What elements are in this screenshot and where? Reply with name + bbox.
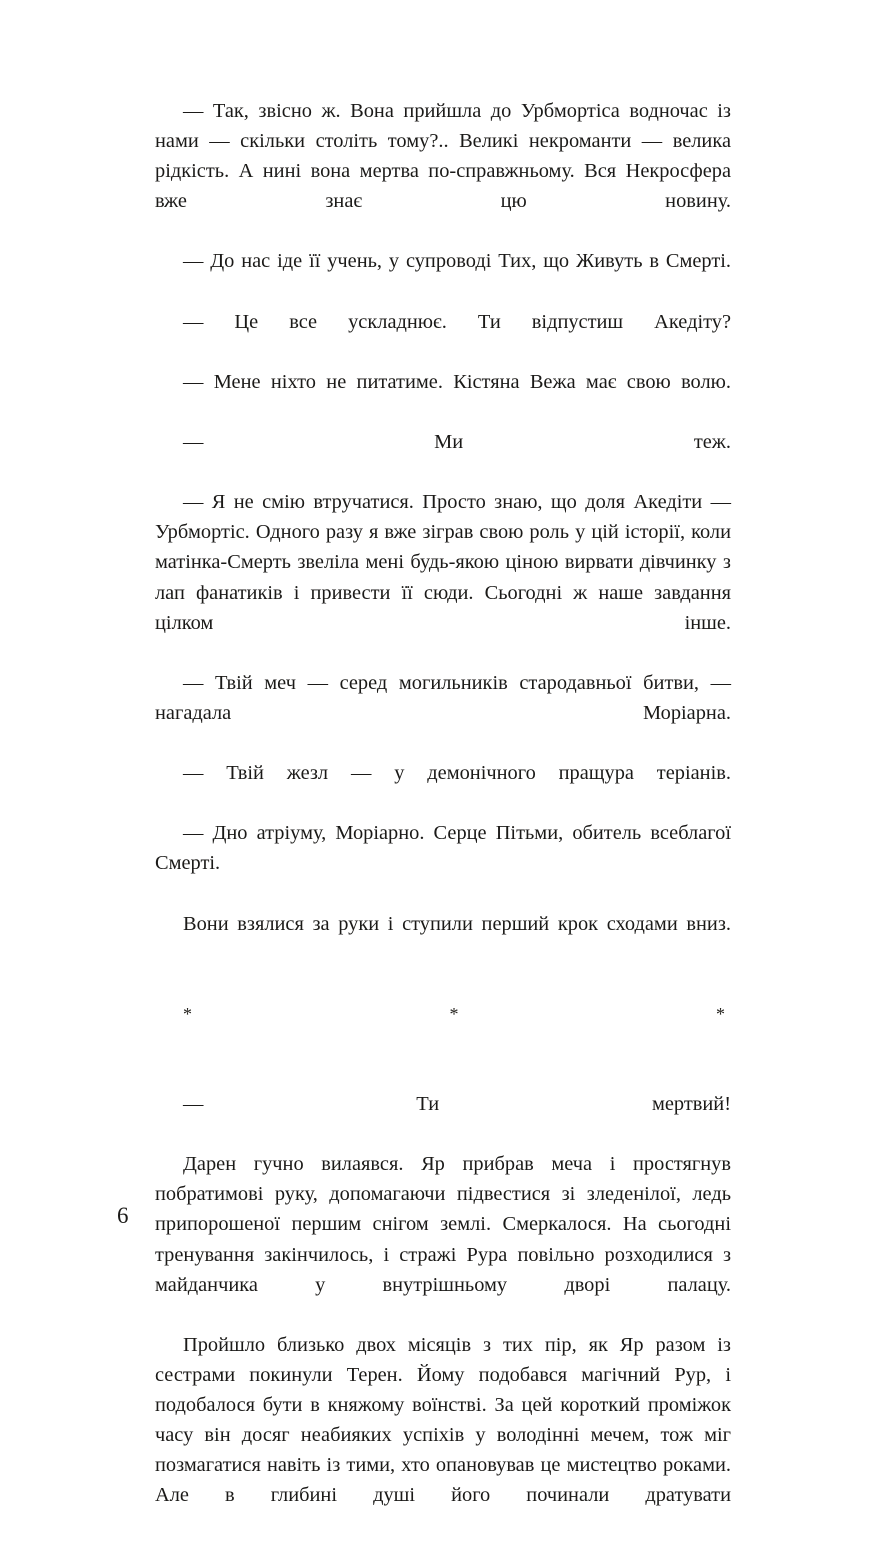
body-paragraph: — Ти мертвий!: [183, 1093, 731, 1116]
page-text-body: [155, 96, 731, 1541]
body-paragraph: — Ми теж.: [183, 431, 731, 454]
body-paragraph: — Так, звісно ж. Вона прийшла до Урбмортіса водночас із нами — скільки століть тому?.. Великі некроманти — велика рідкість. А нині вона мертва по-справжньому. Вся Некросфера вже знає цю новину.: [155, 100, 731, 213]
body-paragraph: — Дно атріуму, Моріарно. Серце Пітьми, обитель всеблагої Смерті.: [155, 822, 731, 875]
body-paragraph: — Твій меч — серед могильників стародавньої битви, — нагадала Моріарна.: [155, 671, 731, 724]
page-number: 6: [117, 1203, 129, 1228]
body-paragraph: — До нас іде її учень, у супроводі Тих, що Живуть в Смерті.: [183, 250, 731, 273]
scene-break-spacer: [155, 1059, 731, 1089]
body-paragraph: — Мене ніхто не питатиме. Кістяна Вежа має свою волю.: [183, 370, 731, 393]
body-paragraph: — Я не смію втручатися. Просто знаю, що доля Акедіти — Урбмортіс. Одного разу я вже зіграв свою роль у цій історії, коли матінка-Смерть звеліла мені будь-якою ціною вирвати дівчинку з лап фанатиків і привести її сюди. Сьогодні ж наше завдання цілком інше.: [155, 491, 731, 634]
body-paragraph: — Це все ускладнює. Ти відпустиш Акедіту?: [183, 310, 731, 333]
scene-break-divider: * * *: [183, 1003, 731, 1024]
body-paragraph: Дарен гучно вилаявся. Яр прибрав меча і простягнув побратимові руку, допомагаючи підвестися зі зледенілої, ледь припорошеної першим снігом землі. Смеркалося. На сьогодні тренування закінчилось, і стражі Рура повільно розходилися з майданчика у внутрішньому дворі палацу.: [155, 1153, 731, 1296]
body-paragraph: Пройшло близько двох місяців з тих пір, як Яр разом із сестрами покинули Терен. Йому подобався магічний Рур, і подобалося бути в княжому воїнстві. За цей короткий проміжок часу він досяг неабияких успіхів у володінні мечем, тож міг позмагатися навіть із тими, хто опановував це мистецтво роками. Але в глибині душі його починали дратувати: [155, 1333, 731, 1507]
body-paragraph: Вони взялися за руки і ступили перший крок сходами вниз.: [183, 912, 731, 935]
scene-break-spacer: [155, 969, 731, 999]
body-paragraph: — Твій жезл — у демонічного пращура теріанів.: [183, 762, 731, 785]
